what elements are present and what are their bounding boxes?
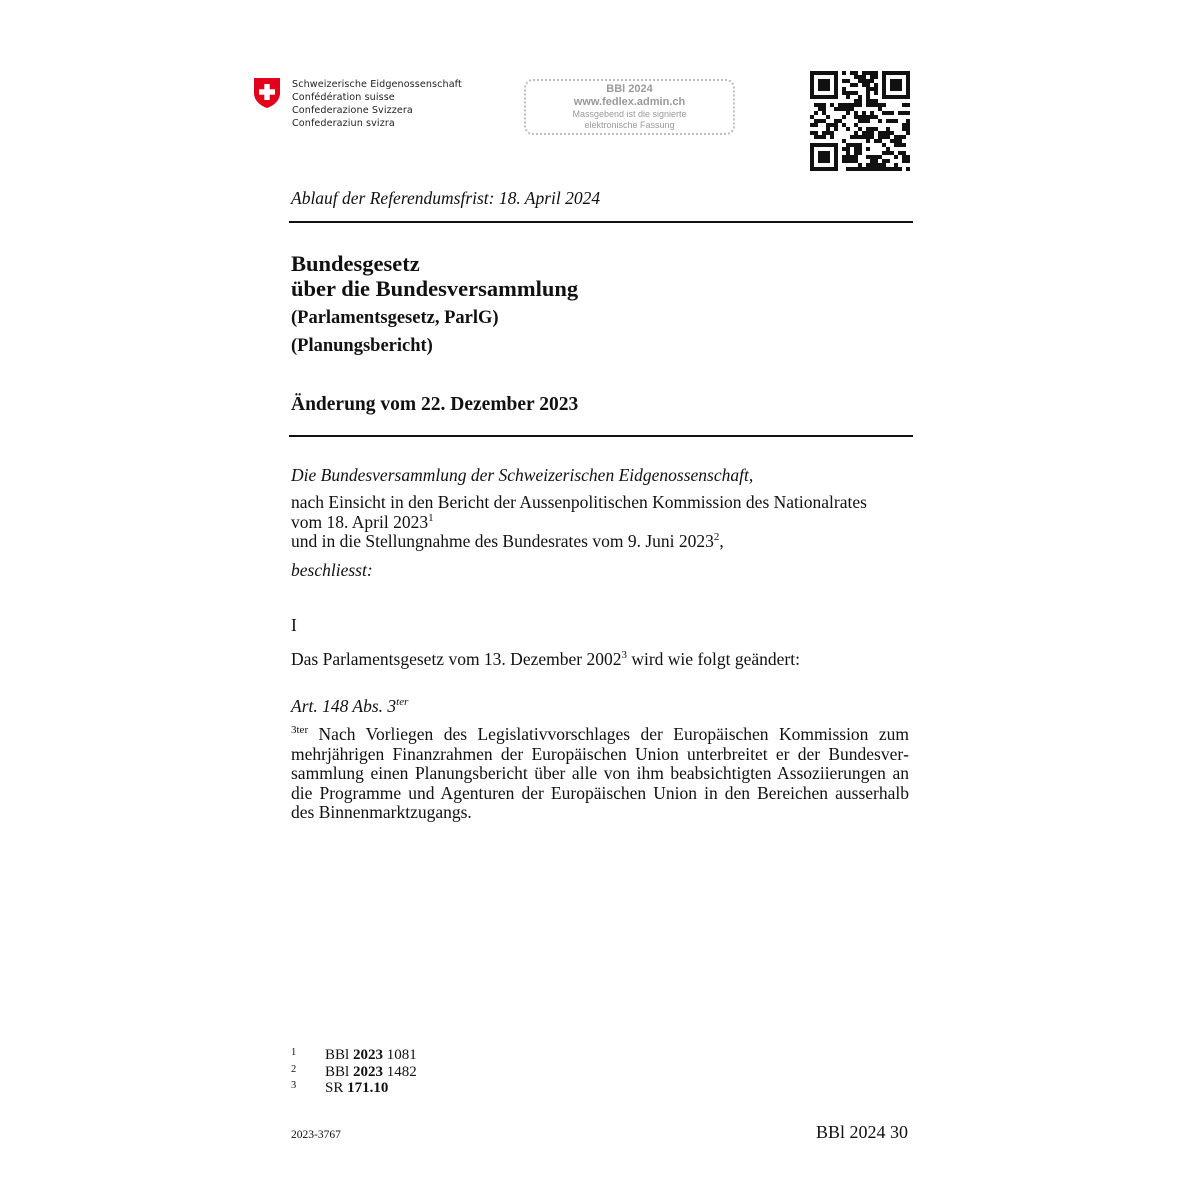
confederation-line-rm: Confederaziun svizra [292, 118, 395, 129]
confederation-line-de: Schweizerische Eidgenossenschaft [292, 79, 462, 90]
preamble-intro: Die Bundesversammlung der Schweizerischen Eidgenossenschaft, [291, 465, 754, 485]
footnote-2-page: 1482 [382, 1063, 417, 1080]
article-paragraph [291, 725, 909, 823]
section-intro [291, 650, 909, 670]
article-heading-text: Art. 148 Abs. 3 [291, 696, 397, 716]
stamp-bbl: BBl 2024 [606, 83, 653, 95]
footnote-ref-1[interactable]: 1 [428, 511, 434, 524]
bbl-reference: BBl 2024 30 [815, 1122, 908, 1142]
footnote-3-sr: 171.10 [347, 1080, 389, 1096]
footnote-3-number: 3 [291, 1080, 297, 1091]
paragraph-text: Nach Vorliegen des Legislativvorschlages der Europäischen Kommission zum mehrjährigen Finanzrahmen der Europäischen Union unterbreitet er der Bundesversammlung einen Planungsbericht über alle von ihm beabsichtigten Assoziierungen an die Programme und Agenturen der Europäischen Union in den Bereichen ausserhalb des Binnenmarktzugangs. [291, 724, 909, 822]
law-subtitle-topic: (Planungsbericht) [291, 336, 433, 356]
footnote-ref-3[interactable]: 3 [621, 649, 627, 662]
article-heading [291, 697, 909, 717]
stamp-note-2: elektronische Fassung [584, 120, 675, 130]
fedlex-stamp [524, 79, 735, 135]
footnote-1-page: 1081 [382, 1047, 417, 1063]
document-number: 2023-3767 [291, 1129, 341, 1141]
law-title-line-1: Bundesgesetz [291, 251, 420, 276]
swiss-coat-of-arms-icon [253, 77, 281, 109]
law-title-line-2: über die Bundesversammlung [291, 276, 579, 301]
preamble-considerations [291, 493, 909, 552]
footnote-3-text [325, 1080, 388, 1097]
footnote-3 [291, 1080, 417, 1097]
amendment-date: Änderung vom 22. Dezember 2023 [291, 394, 579, 415]
footnote-1 [291, 1047, 417, 1064]
footnote-2-year: 2023 [352, 1063, 383, 1080]
stamp-note-1: Massgebend ist die signierte [572, 109, 687, 119]
preamble-line-3-end: , [719, 531, 724, 551]
preamble-line-1: nach Einsicht in den Bericht der Aussenpolitischen Kommission des Nationalrates [291, 492, 867, 512]
footnote-1-pre: BBl [325, 1047, 353, 1063]
footnotes [291, 1047, 417, 1097]
preamble-line-3 [291, 532, 909, 552]
paragraph-number: 3ter [291, 724, 309, 737]
law-title [291, 251, 578, 301]
section-intro-text-b: wird wie folgt geändert: [626, 649, 800, 669]
footnote-ref-2[interactable]: 2 [713, 531, 720, 544]
footnote-2 [291, 1064, 417, 1081]
title-divider [289, 435, 913, 437]
footnote-1-number: 1 [291, 1047, 297, 1058]
top-divider [289, 221, 913, 223]
section-numeral: I [291, 615, 297, 635]
law-subtitle-short: (Parlamentsgesetz, ParlG) [291, 308, 499, 328]
preamble-resolves: beschliesst: [291, 560, 373, 580]
footnote-2-number: 2 [291, 1063, 297, 1075]
preamble-line-2 [291, 513, 909, 533]
footnote-3-pre: SR [325, 1080, 348, 1096]
stamp-url[interactable]: www.fedlex.admin.ch [573, 96, 686, 108]
confederation-line-it: Confederazione Svizzera [292, 105, 413, 116]
footnote-1-year: 2023 [352, 1047, 383, 1063]
footnote-2-text [325, 1064, 417, 1081]
preamble-line-2-text: vom 18. April 2023 [291, 511, 429, 532]
qr-code-icon [810, 71, 910, 171]
footnote-2-pre: BBl [325, 1063, 353, 1080]
confederation-name [292, 78, 462, 130]
preamble-line-3-text: und in die Stellungnahme des Bundesrates vom 9. Juni 2023 [291, 531, 714, 551]
section-intro-text-a: Das Parlamentsgesetz vom 13. Dezember 2002 [291, 649, 622, 669]
footnote-1-text [325, 1047, 417, 1064]
article-heading-sup: ter [396, 696, 409, 709]
confederation-line-fr: Confédération suisse [292, 92, 395, 103]
referendum-deadline: Ablauf der Referendumsfrist: 18. April 2024 [291, 188, 601, 208]
